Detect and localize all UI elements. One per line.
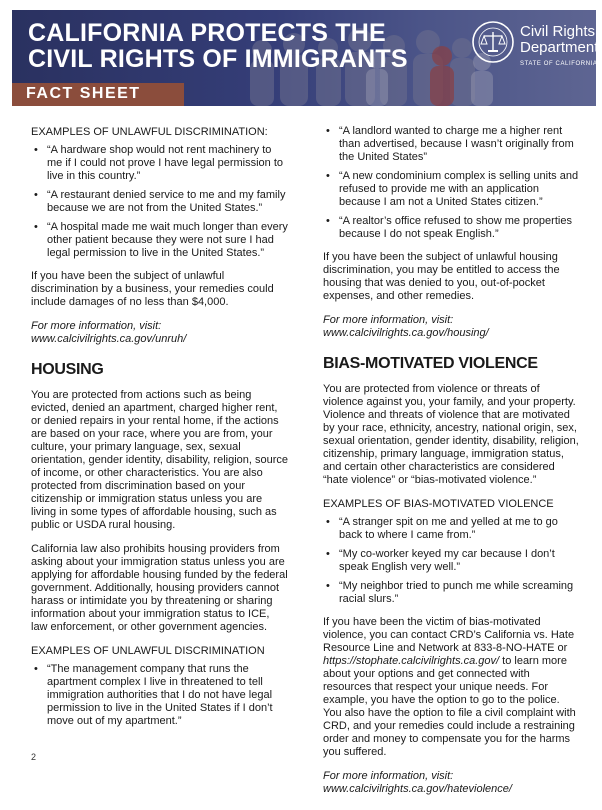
more-info-label: For more information, visit: <box>31 320 162 332</box>
bias-examples-label: EXAMPLES OF BIAS-MOTIVATED VIOLENCE <box>323 498 554 510</box>
list-item: • “A hospital made me wait much longer than every other patient because they were not sure I had legal permission to live in the United States.” <box>31 221 288 260</box>
more-info <box>31 320 288 346</box>
fact-sheet-label: FACT SHEET <box>26 85 141 102</box>
list-item: • “A realtor’s office refused to show me properties because I do not speak English.” <box>323 215 580 241</box>
bias-remedy-paragraph <box>323 616 580 759</box>
list-item: • “My co-worker keyed my car because I don’t speak English very well.” <box>323 548 580 574</box>
examples-list <box>31 144 288 260</box>
housing-examples-label: EXAMPLES OF UNLAWFUL DISCRIMINATION <box>31 645 265 657</box>
title-line-1: CALIFORNIA PROTECTS THE <box>28 19 386 47</box>
housing-remedy-paragraph: If you have been the subject of unlawful housing discrimination, you may be entitled to access the housing that was denied to you, out-of-pocket expenses, and other remedies. <box>323 251 560 302</box>
document-title <box>28 20 408 72</box>
housing-more-info <box>323 314 580 340</box>
header-banner <box>12 10 599 106</box>
left-column <box>31 126 288 738</box>
dept-name-line-1: Civil Rights <box>520 23 596 40</box>
more-info-link[interactable]: www.calcivilrights.ca.gov/housing/ <box>323 327 489 339</box>
bias-remedy-text-2: to learn more about your options and get connected with resources that respect your unique needs. For example, you have the option to go to the police. You also have the option to file a civil complaint with CRD, and your remedies could include a restraining order and money to compensate you for the harms you suffered. <box>323 655 576 758</box>
bias-more-info <box>323 770 580 796</box>
title-line-2: CIVIL RIGHTS OF IMMIGRANTS <box>28 45 408 73</box>
bias-examples-list <box>323 516 580 606</box>
right-column <box>323 125 580 810</box>
more-info-link[interactable]: www.calcivilrights.ca.gov/unruh/ <box>31 333 187 345</box>
bias-remedy-text-1: If you have been the victim of bias-motivated violence, you can contact CRD’s California vs. Hate Resource Line and Network at 833-8-NO-HATE or <box>323 616 575 654</box>
page-number: 2 <box>31 752 37 762</box>
department-logo-text <box>520 24 598 67</box>
list-item: • “My neighbor tried to punch me while screaming racial slurs.” <box>323 580 580 606</box>
list-item: • “A landlord wanted to charge me a higher rent than advertised, because I wasn’t originally from the United States” <box>323 125 580 164</box>
more-info-link[interactable]: www.calcivilrights.ca.gov/hateviolence/ <box>323 783 512 795</box>
bias-paragraph: You are protected from violence or threats of violence against you, your family, and your property. Violence and threats of violence that are motivated by your race, ethnicity, ancestry, national origin, sex, sexual orientation, gender identity, disability, religion, citizenship, primary language, immigration status, and certain other characteristics are considered “hate violence” or “bias-motivated violence.” <box>323 383 579 486</box>
remedy-paragraph: If you have been the subject of unlawful discrimination by a business, your remedies could include damages of no less than $4,000. <box>31 270 274 308</box>
state-seal-icon <box>471 20 515 64</box>
dept-name-line-2: Department <box>520 39 599 56</box>
housing-paragraph-1: You are protected from actions such as being evicted, denied an apartment, charged higher rent, or denied repairs in your rental home, if the actions are based on your race, where you are from, your culture, your primary language, sex, sexual orientation, gender identity, disability, religion, source of income, or other characteristics. You are also protected from discrimination based on your citizenship or immigration status unless you are living in some types of affordable housing, such as public or USDA rural housing. <box>31 389 289 531</box>
fact-sheet-tab <box>12 83 184 106</box>
housing-examples-list-continued <box>323 125 580 241</box>
list-item: • “A hardware shop would not rent machinery to me if I could not prove I have legal permission to live in this country.” <box>31 144 288 183</box>
bias-heading: BIAS-MOTIVATED VIOLENCE <box>323 355 538 372</box>
list-item: • “A new condominium complex is selling units and refused to provide me with an application because I am not a United States citizen.” <box>323 170 580 209</box>
housing-examples-list <box>31 663 288 728</box>
list-item: • “A stranger spit on me and yelled at me to go back to where I came from.” <box>323 516 580 542</box>
dept-subtitle: STATE OF CALIFORNIA <box>520 61 598 67</box>
more-info-label: For more information, visit: <box>323 770 454 782</box>
list-item: • “A restaurant denied service to me and my family because we are not from the United States.” <box>31 189 288 215</box>
more-info-label: For more information, visit: <box>323 314 454 326</box>
housing-heading: HOUSING <box>31 361 104 378</box>
examples-label: EXAMPLES OF UNLAWFUL DISCRIMINATION: <box>31 126 268 138</box>
stophate-link[interactable]: https://stophate.calcivilrights.ca.gov/ <box>323 655 500 667</box>
housing-paragraph-2: California law also prohibits housing providers from asking about your immigration status unless you are applying for affordable housing funded by the federal government. Additionally, housing providers cannot harass or intimidate you by threatening or sharing information about your immigration status to ICE, law enforcement, or other government agencies. <box>31 543 288 633</box>
list-item: • “The management company that runs the apartment complex I live in threatened to tell immigration authorities that I do not have legal permission to live in the United States if I don’t move out of my apartment.” <box>31 663 288 728</box>
